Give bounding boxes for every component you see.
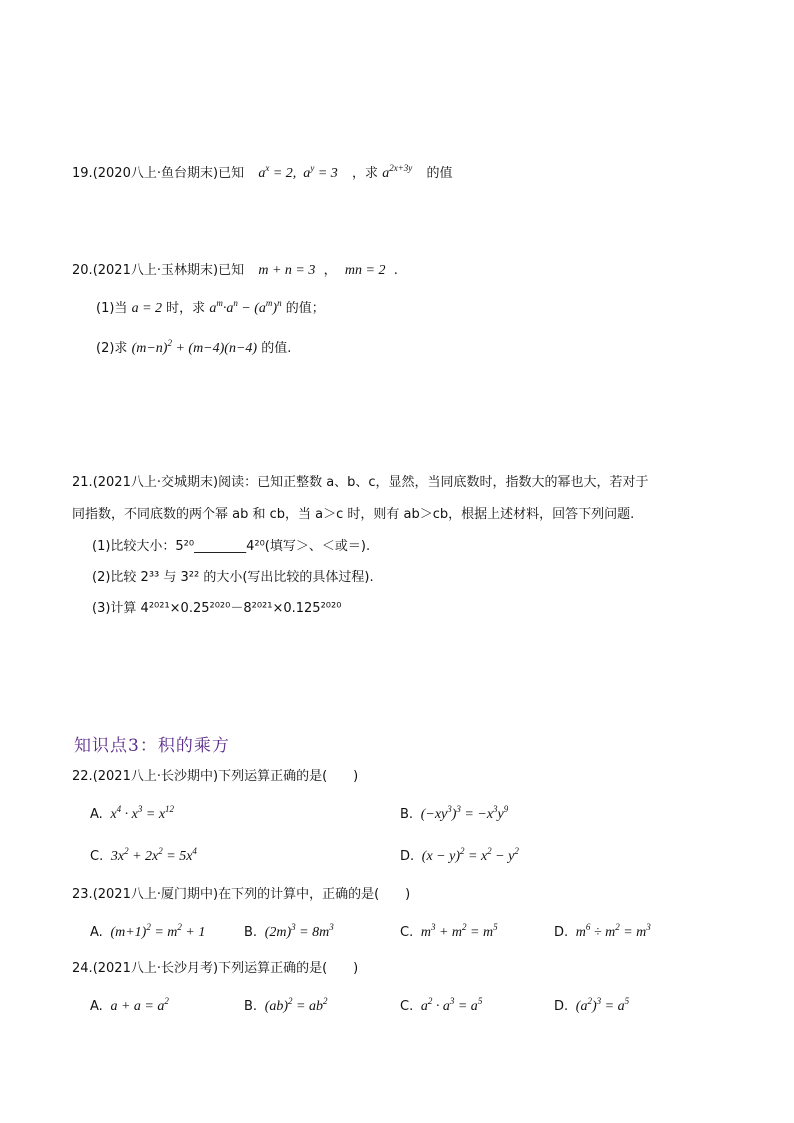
option-d bbox=[554, 998, 629, 1016]
option-label: A. bbox=[90, 925, 103, 940]
option-expression: $(a^2)^3 = a^5$ bbox=[572, 996, 630, 1014]
option-b bbox=[244, 998, 327, 1016]
option-label: C. bbox=[400, 999, 414, 1014]
option-expression: $x^4 \cdot x^3 = x^{12}$ bbox=[106, 804, 175, 822]
part-expression: $(m-n)^2 + (m-4)(n-4)$ bbox=[131, 338, 258, 356]
question-source: (2021八上·玉林期末) bbox=[92, 263, 219, 278]
option-d bbox=[554, 924, 651, 942]
question-21-part-1: (1)比较大小：5²⁰________4²⁰(填写＞、＜或＝). bbox=[92, 539, 371, 554]
target-expression: $a^{2x+3y}$ bbox=[382, 163, 413, 181]
option-a bbox=[90, 806, 174, 824]
option-b bbox=[244, 924, 334, 942]
option-label: B. bbox=[244, 999, 258, 1014]
option-label: D. bbox=[554, 925, 569, 940]
question-stem: 已知 bbox=[218, 263, 245, 278]
question-21-part-2: (2)比较 2³³ 与 3²² 的大小(写出比较的具体过程). bbox=[92, 570, 374, 585]
option-label: D. bbox=[554, 999, 569, 1014]
option-c bbox=[400, 924, 498, 942]
part-label: (2)求 bbox=[96, 341, 128, 356]
question-source: (2021八上·厦门期中) bbox=[92, 887, 219, 902]
option-expression: $3x^2 + 2x^2 = 5x^4$ bbox=[107, 846, 197, 864]
question-stem: 下列运算正确的是( ) bbox=[218, 769, 359, 784]
option-expression: $m^6 \div m^2 = m^3$ bbox=[572, 922, 651, 940]
option-expression: $a + a = a^2$ bbox=[106, 996, 169, 1014]
option-expression: $a^2 \cdot a^3 = a^5$ bbox=[417, 996, 483, 1014]
option-b bbox=[400, 806, 508, 824]
question-20-part-1 bbox=[96, 300, 325, 318]
question-ask: ，求 bbox=[352, 166, 379, 181]
option-c bbox=[90, 848, 197, 866]
condition-2: mn = 2 bbox=[344, 263, 386, 278]
question-21 bbox=[72, 474, 649, 492]
option-a bbox=[90, 998, 169, 1016]
option-label: A. bbox=[90, 999, 103, 1014]
question-number: 20. bbox=[72, 263, 93, 278]
question-source: (2021八上·长沙期中) bbox=[92, 769, 219, 784]
option-expression: $(m+1)^2 = m^2 + 1$ bbox=[106, 922, 206, 940]
option-label: D. bbox=[400, 849, 415, 864]
question-21-part-3: (3)计算 4²⁰²¹×0.25²⁰²⁰－8²⁰²¹×0.125²⁰²⁰ bbox=[92, 601, 342, 616]
question-19 bbox=[72, 165, 453, 183]
question-number: 24. bbox=[72, 961, 93, 976]
option-label: C. bbox=[90, 849, 104, 864]
question-22 bbox=[72, 768, 358, 786]
option-expression: $(-xy^3)^3 = -x^3y^9$ bbox=[417, 804, 509, 822]
part-label: (1)当 bbox=[96, 301, 128, 316]
option-expression: $(2m)^3 = 8m^3$ bbox=[261, 922, 334, 940]
question-source: (2021八上·长沙月考) bbox=[92, 961, 219, 976]
option-label: A. bbox=[90, 807, 103, 822]
part-tail: 的值. bbox=[261, 341, 292, 356]
section-heading: 知识点3：积的乘方 bbox=[74, 736, 230, 756]
option-expression: $(ab)^2 = ab^2$ bbox=[261, 996, 328, 1014]
question-20: 20.(2021八上·玉林期末)已知 m + n = 3 ， mn = 2 . bbox=[72, 263, 398, 278]
question-number: 22. bbox=[72, 769, 93, 784]
question-number: 21. bbox=[72, 475, 93, 490]
question-23 bbox=[72, 886, 410, 904]
option-d bbox=[400, 848, 519, 866]
question-stem: 下列运算正确的是( ) bbox=[218, 961, 359, 976]
part-condition: a = 2 bbox=[131, 301, 163, 316]
part-tail: 的值； bbox=[285, 301, 325, 316]
question-21-stem-cont: 同指数，不同底数的两个幂 ab 和 cb，当 a＞c 时，则有 ab＞cb，根据上述材料，回答下列问题. bbox=[72, 507, 635, 522]
option-expression: $(x - y)^2 = x^2 - y^2$ bbox=[418, 846, 519, 864]
part-expression: $a^m\cdot a^n - (a^m)^n$ bbox=[209, 298, 282, 316]
option-a bbox=[90, 924, 205, 942]
question-number: 19. bbox=[72, 166, 93, 181]
question-tail: 的值 bbox=[426, 166, 453, 181]
part-text: 时，求 bbox=[166, 301, 206, 316]
option-c bbox=[400, 998, 482, 1016]
question-24 bbox=[72, 960, 358, 978]
question-stem: 阅读：已知正整数 a、b、c，显然，当同底数时，指数大的幂也大，若对于 bbox=[218, 475, 649, 490]
question-source: (2020八上·鱼台期末) bbox=[92, 166, 219, 181]
option-label: C. bbox=[400, 925, 414, 940]
question-stem: 已知 bbox=[218, 166, 245, 181]
option-label: B. bbox=[400, 807, 414, 822]
condition-expression: $a^x = 2$, $a^y = 3$ bbox=[258, 163, 338, 181]
question-source: (2021八上·交城期末) bbox=[92, 475, 219, 490]
option-label: B. bbox=[244, 925, 258, 940]
question-stem: 在下列的计算中，正确的是( ) bbox=[218, 887, 411, 902]
question-number: 23. bbox=[72, 887, 93, 902]
condition-1: m + n = 3 bbox=[258, 263, 316, 278]
question-20-part-2 bbox=[96, 340, 291, 358]
option-expression: $m^3 + m^2 = m^5$ bbox=[417, 922, 498, 940]
